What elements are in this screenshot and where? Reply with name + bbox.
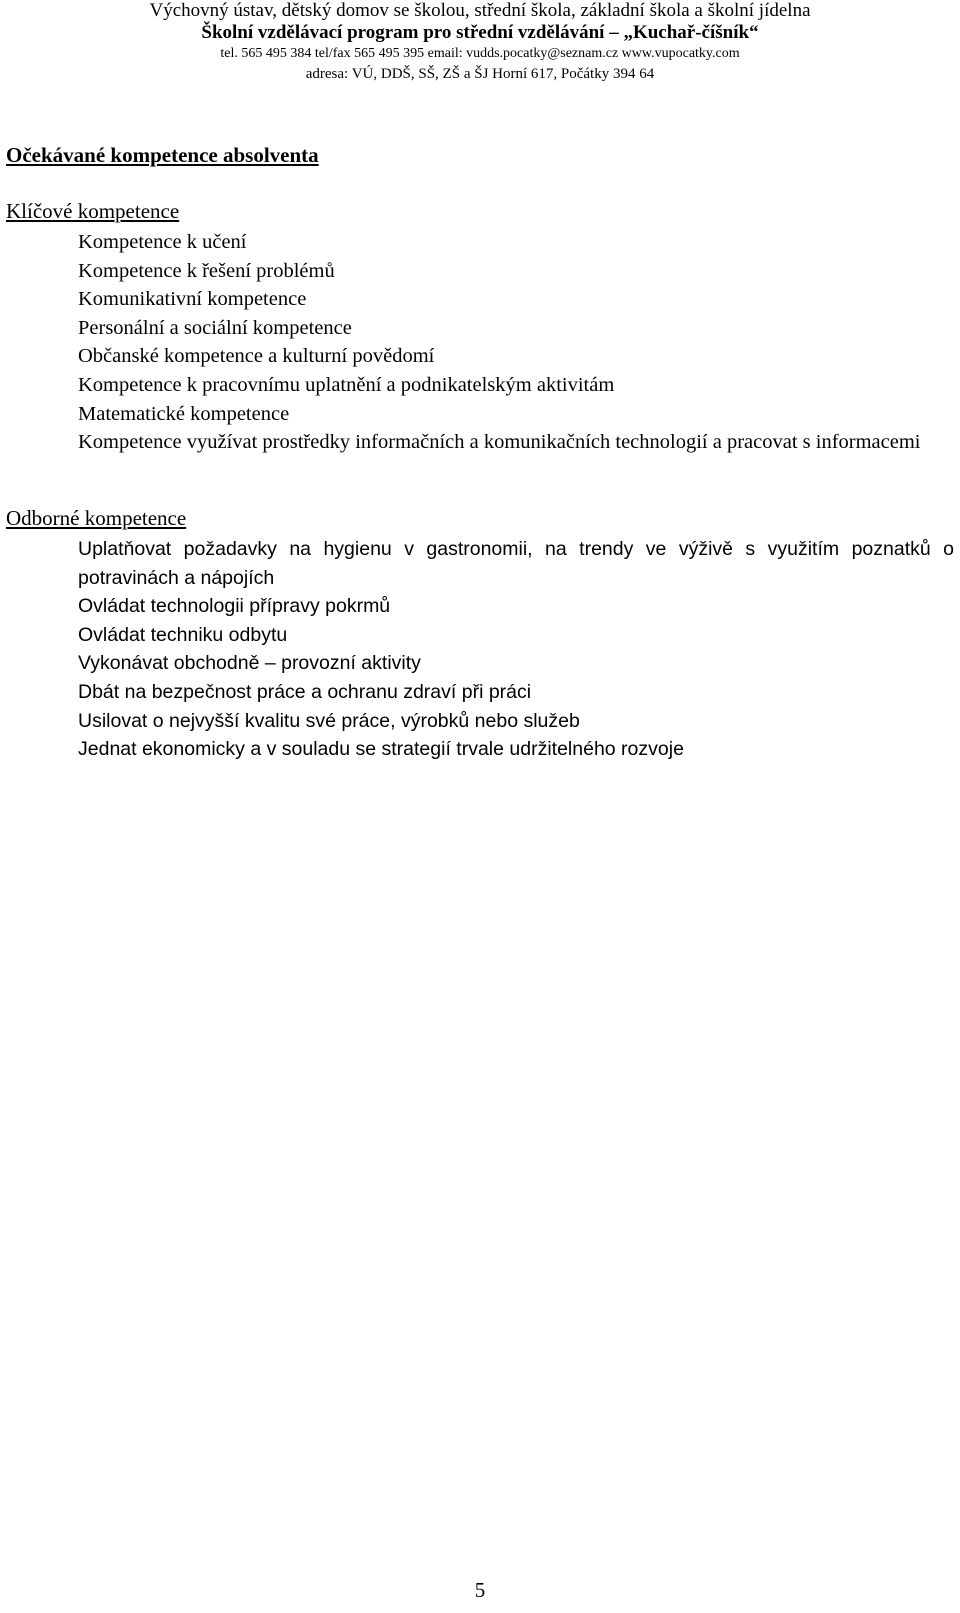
list-item: Ovládat techniku odbytu bbox=[78, 623, 288, 646]
key-competences-heading: Klíčové kompetence bbox=[6, 199, 180, 223]
list-item: Kompetence k pracovnímu uplatnění a podnikatelským aktivitám bbox=[78, 373, 615, 396]
institution-name: Výchovný ústav, dětský domov se školou, střední škola, základní škola a školní jídelna bbox=[149, 0, 811, 21]
list-item: Usilovat o nejvyšší kvalitu své práce, výrobků nebo služeb bbox=[78, 709, 580, 732]
list-item: Dbát na bezpečnost práce a ochranu zdraví při práci bbox=[78, 680, 532, 703]
list-item: Občanské kompetence a kulturní povědomí bbox=[78, 345, 435, 368]
list-item: Kompetence k řešení problémů bbox=[78, 259, 335, 282]
list-item: Ovládat technologii přípravy pokrmů bbox=[78, 595, 391, 618]
list-item: Uplatňovat požadavky na hygienu v gastronomii, na trendy ve výživě s využitím poznatků o potravinách a nápojích bbox=[78, 538, 954, 589]
list-item: Personální a sociální kompetence bbox=[78, 316, 352, 339]
professional-competences-heading: Odborné kompetence bbox=[6, 506, 187, 530]
page-header bbox=[0, 0, 960, 84]
key-competences-list bbox=[78, 228, 954, 457]
list-item: Jednat ekonomicky a v souladu se strategií trvale udržitelného rozvoje bbox=[78, 738, 684, 761]
program-title: Školní vzdělávací program pro střední vzdělávání – „Kuchař-číšník“ bbox=[201, 22, 759, 43]
list-item: Matematické kompetence bbox=[78, 402, 290, 425]
list-item: Vykonávat obchodně – provozní aktivity bbox=[78, 652, 421, 675]
list-item: Kompetence k učení bbox=[78, 231, 247, 253]
page-number: 5 bbox=[474, 1578, 486, 1602]
list-item: Kompetence využívat prostředky informačních a komunikačních technologií a pracovat s informacemi bbox=[78, 431, 921, 454]
professional-competences-list bbox=[78, 535, 954, 764]
address-info: adresa: VÚ, DDŠ, SŠ, ZŠ a ŠJ Horní 617, Počátky 394 64 bbox=[305, 66, 655, 82]
list-item: Komunikativní kompetence bbox=[78, 288, 307, 311]
contact-info: tel. 565 495 384 tel/fax 565 495 395 email: vudds.pocatky@seznam.cz www.vupocatky.com bbox=[220, 46, 740, 61]
document-title: Očekávané kompetence absolventa bbox=[6, 143, 319, 167]
